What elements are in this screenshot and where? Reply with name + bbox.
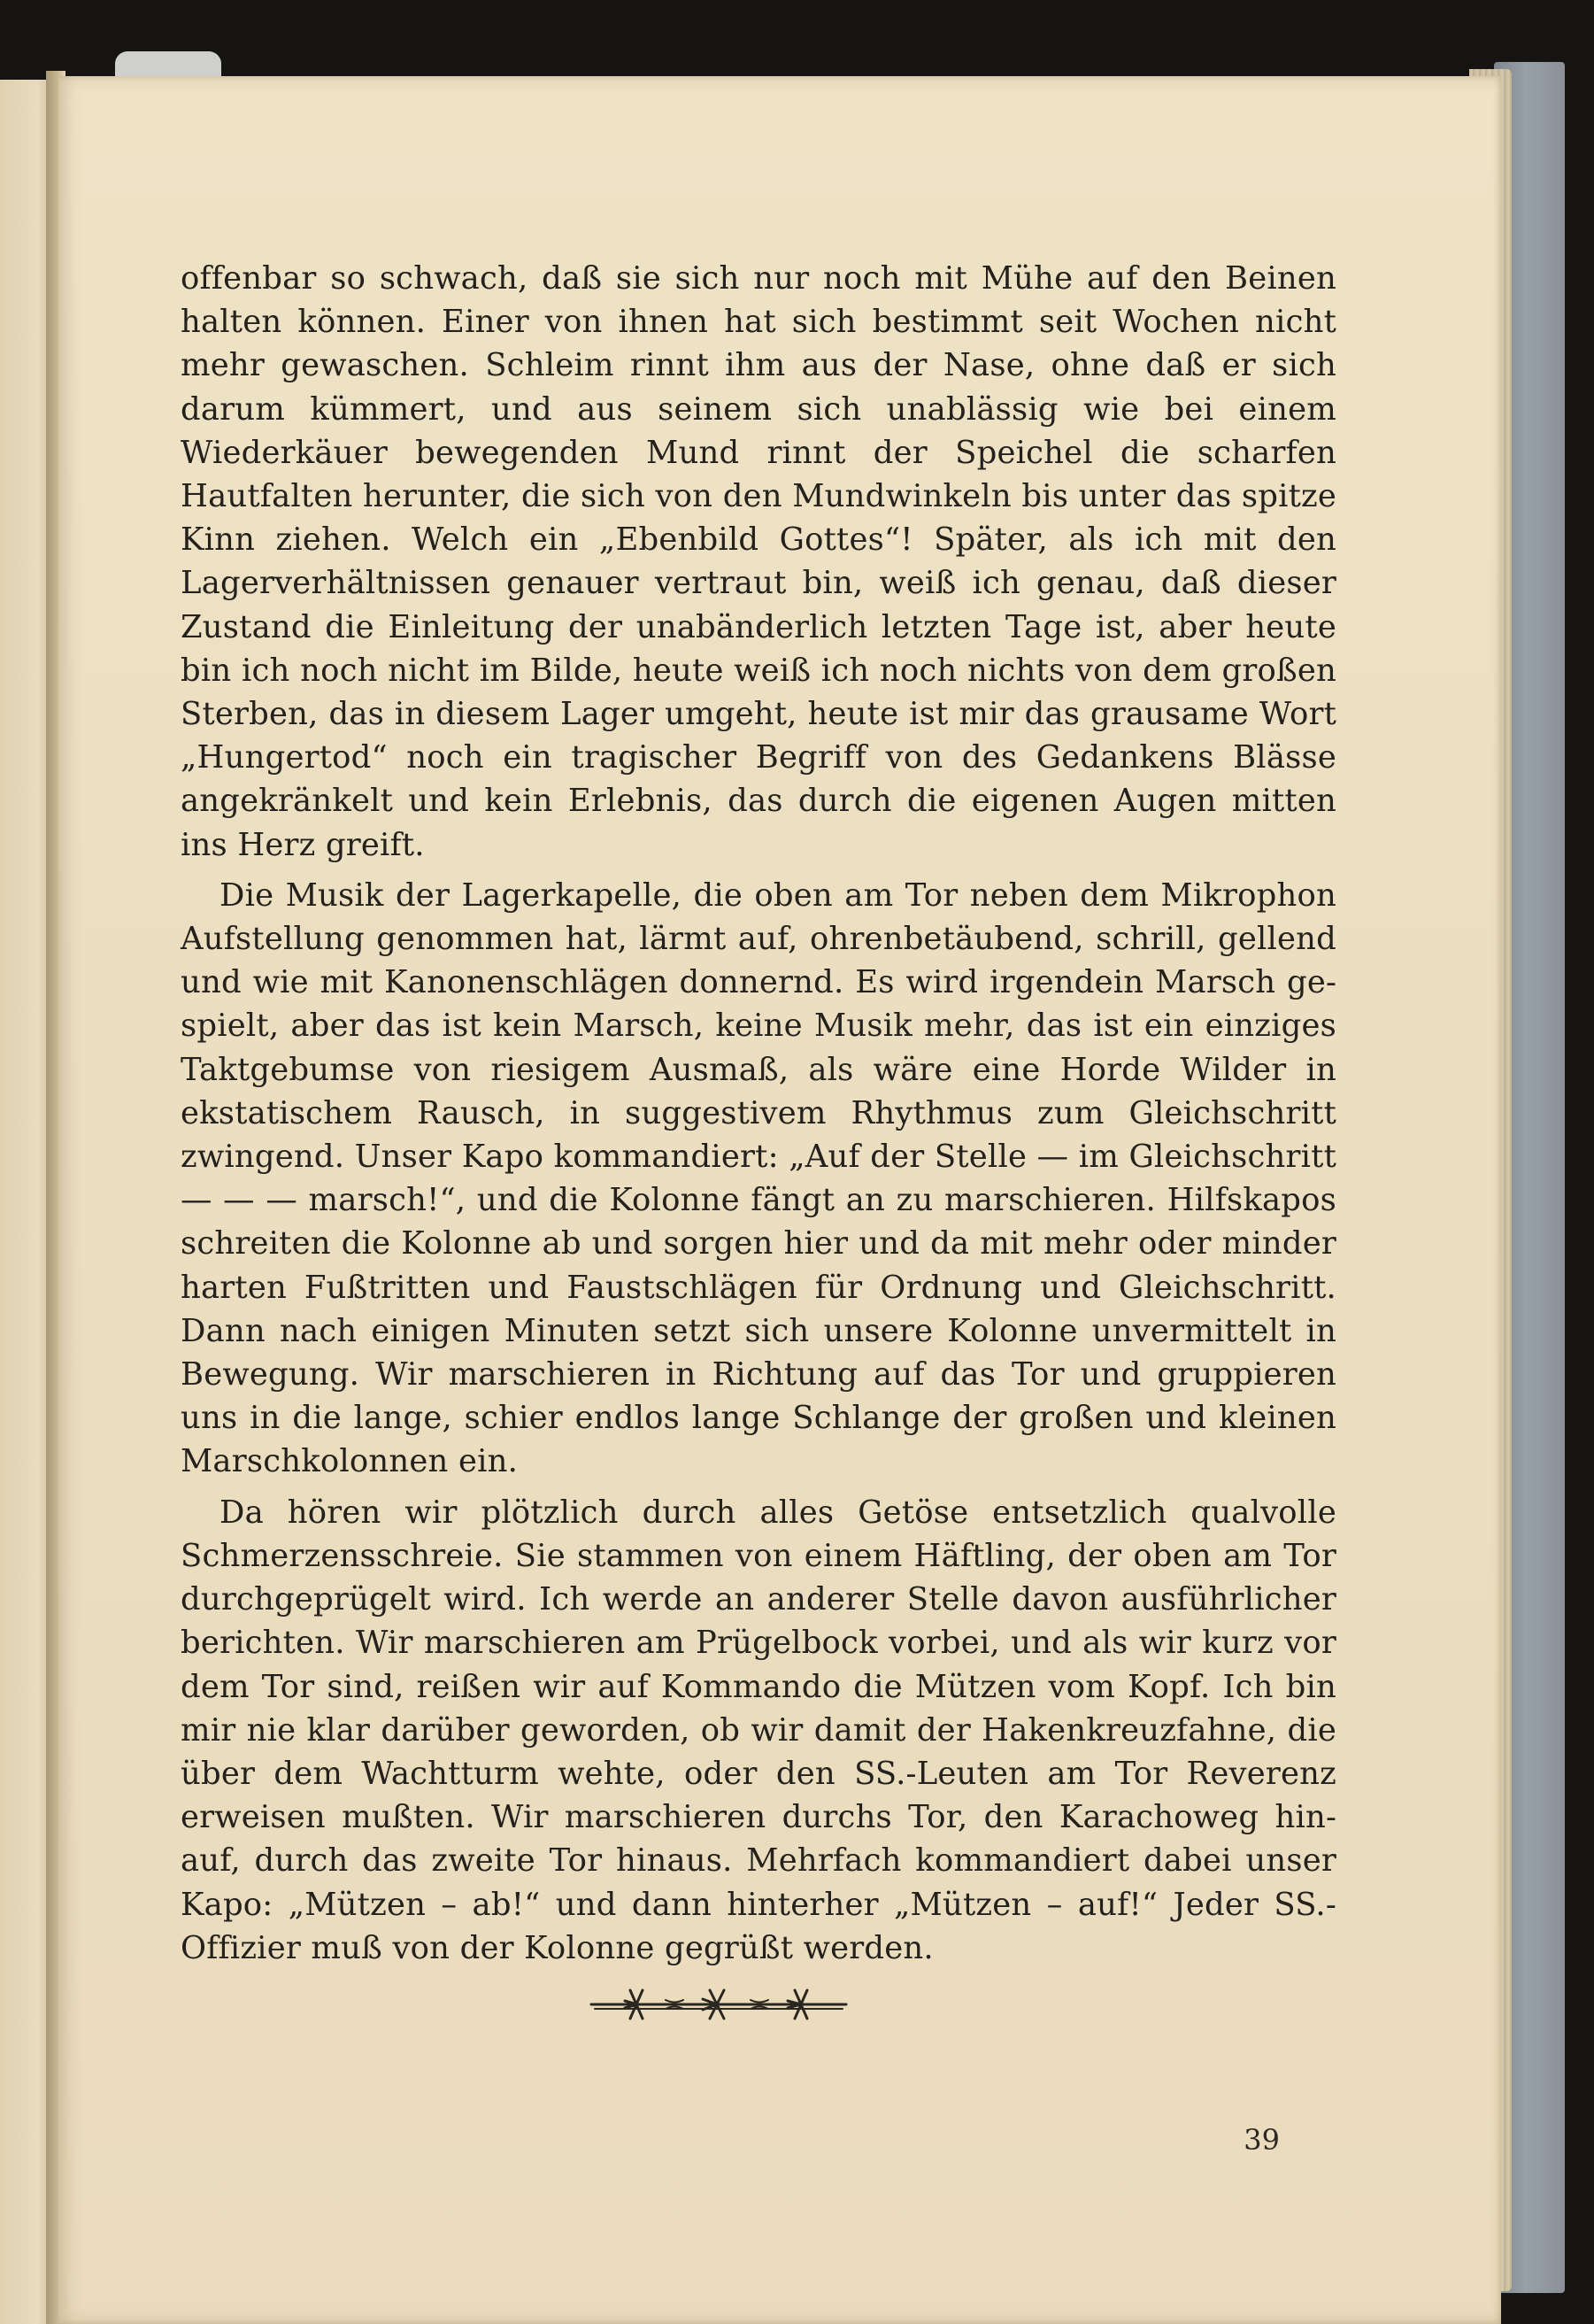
barbed-wire-ornament-icon: [586, 1985, 851, 2024]
body-text: [181, 257, 1336, 1977]
facing-page-edge: [0, 80, 53, 2324]
cover-edge: [115, 51, 221, 78]
paragraph-1: offenbar so schwach, daß sie sich nur noch mit Mühe auf den Beinen halten können. Einer von ihnen hat sich bestimmt seit Wochen nicht mehr gewaschen. Schleim rinnt ihm aus der Nase, ohne daß er sich darum kümmert, und aus seinem sich unablässig wie bei einem Wiederkäuer bewegenden Mund rinnt der Speichel die scharfen Hautfalten herunter, die sich von den Mundwinkeln bis unter das spitze Kinn ziehen. Welch ein „Ebenbild Gottes“! Später, als ich mit den Lagerverhältnissen genauer vertraut bin, weiß ich genau, daß dieser Zustand die Einleitung der unabänderlich letzten Tage ist, aber heute bin ich noch nicht im Bilde, heute weiß ich noch nichts von dem großen Sterben, das in diesem Lager umgeht, heute ist mir das grausame Wort „Hungertod“ noch ein tragischer Begriff von des Gedankens Blässe angekränkelt und kein Erlebnis, das durch die eigenen Augen mitten ins Herz greift.: [181, 260, 1336, 863]
book-page: [58, 76, 1501, 2324]
paragraph-2: Die Musik der Lagerkapelle, die oben am Tor neben dem Mikrophon Aufstellung genommen hat, lärmt auf, ohrenbetäubend, schrill, gellend und wie mit Kanonenschlägen donnernd. Es wird irgendein Marsch gespielt, aber das ist kein Marsch, keine Musik mehr, das ist ein einziges Taktgebumse von riesigem Ausmaß, als wäre eine Horde Wilder in ekstatischem Rausch, in suggestivem Rhythmus zum Gleichschritt zwingend. Unser Kapo kommandiert: „Auf der Stelle — im Gleichschritt — — — marsch!“, und die Kolonne fängt an zu marschieren. Hilfskapos schreiten die Kolonne ab und sorgen hier und da mit mehr oder minder harten Fußtritten und Faustschlägen für Ordnung und Gleichschritt. Dann nach einigen Minuten setzt sich unsere Kolonne unvermittelt in Bewegung. Wir marschieren in Richtung auf das Tor und gruppieren uns in die lange, schier endlos lange Schlange der großen und kleinen Marschkolonnen ein.: [181, 876, 1336, 1480]
paragraph-3: Da hören wir plötzlich durch alles Getöse entsetzlich qualvolle Schmerzensschreie. Sie stammen von einem Häftling, der oben am Tor durchgeprügelt wird. Ich werde an anderer Stelle davon ausführlicher berichten. Wir marschieren am Prügelbock vorbei, und als wir kurz vor dem Tor sind, reißen wir auf Kommando die Mützen vom Kopf. Ich bin mir nie klar darüber geworden, ob wir damit der Hakenkreuzfahne, die über dem Wachtturm wehte, oder den SS.-Leuten am Tor Reverenz erweisen mußten. Wir marschieren durchs Tor, den Karachoweg hinauf, durch das zweite Tor hinaus. Mehrfach kommandiert dabei unser Kapo: „Mützen – ab!“ und dann hinterher „Mützen – auf!“ Jeder SS.-Offizier muß von der Kolonne gegrüßt werden.: [181, 1494, 1336, 1966]
page-number: 39: [1244, 2123, 1280, 2157]
